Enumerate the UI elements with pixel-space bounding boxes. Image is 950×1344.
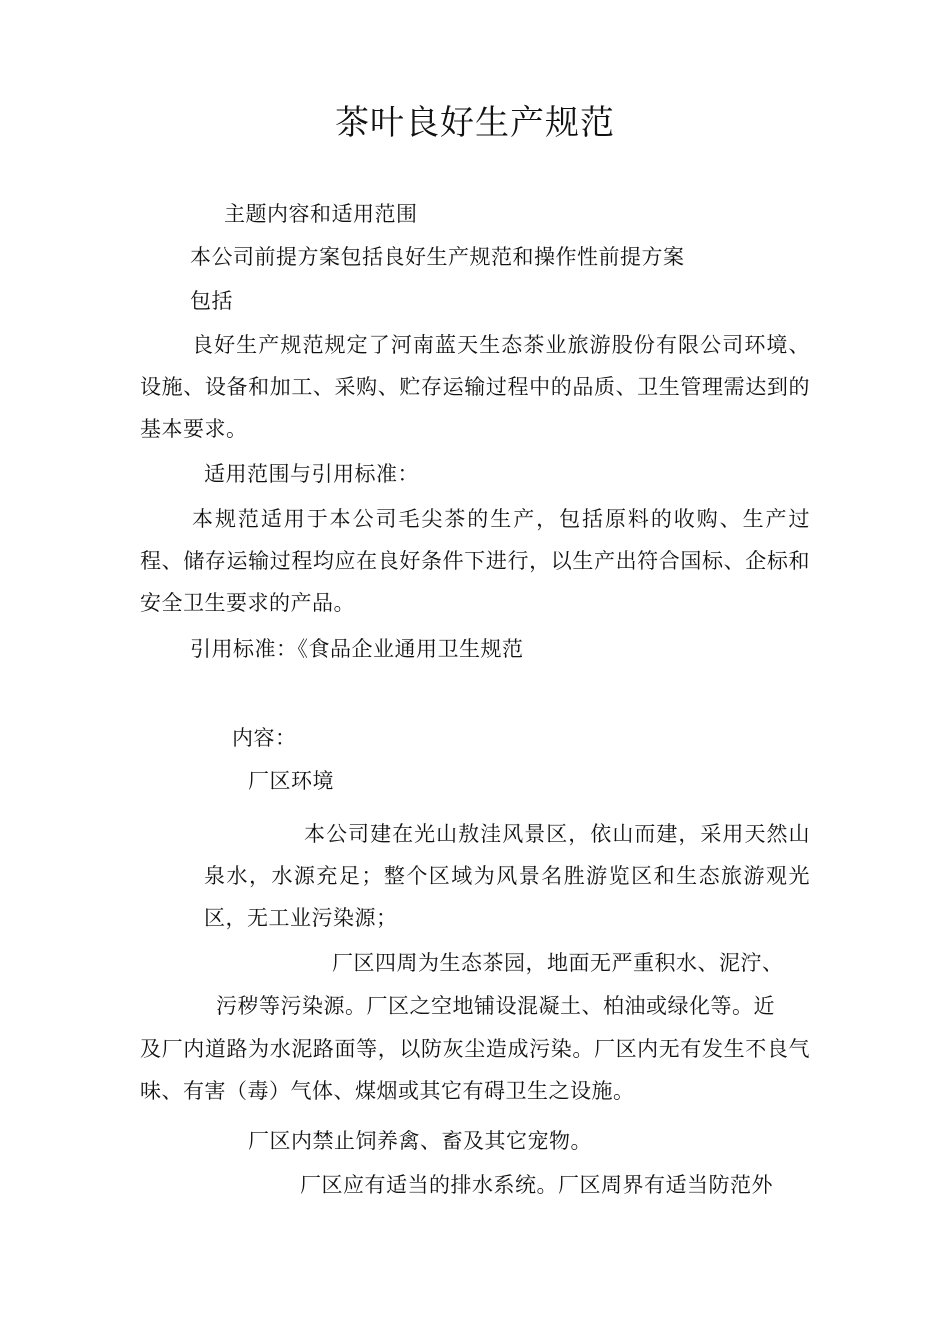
line-drain: 厂区应有适当的排水系统。厂区周界有适当防范外 [300,1173,773,1197]
heading-content: 内容： [232,726,297,750]
line-reference: 引用标准：《食品企业通用卫生规范 [190,637,524,661]
line-include: 包括 [190,289,233,313]
heading-env: 厂区环境 [248,769,334,793]
paragraph-env2-first: 厂区四周为生态茶园，地面无严重积水、泥泞、 [332,951,784,975]
line-pets: 厂区内禁止饲养禽、畜及其它宠物。 [248,1129,592,1153]
document-title: 茶叶良好生产规范 [335,103,615,143]
paragraph-gmp: 良好生产规范规定了河南蓝天生态茶业旅游股份有限公司环境、设施、设备和加工、采购、贮存运输过程中的品质、卫生管理需达到的基本要求。 [140,333,810,441]
paragraph-env2-second: 污秽等污染源。厂区之空地铺设混凝土、柏油或绿化等。近 [216,994,775,1018]
heading-apply: 适用范围与引用标准： [204,462,419,486]
paragraph-env2-rest: 及厂内道路为水泥路面等，以防灰尘造成污染。厂区内无有发生不良气味、有害（毒）气体、煤烟或其它有碍卫生之设施。 [140,1037,810,1103]
paragraph-apply: 本规范适用于本公司毛尖茶的生产，包括原料的收购、生产过程、储存运输过程均应在良好条件下进行，以生产出符合国标、企标和安全卫生要求的产品。 [140,507,810,615]
heading-scope: 主题内容和适用范围 [224,202,418,226]
line-scheme: 本公司前提方案包括良好生产规范和操作性前提方案 [190,245,685,269]
paragraph-env1: 本公司建在光山敖洼风景区，依山而建，采用天然山泉水，水源充足；整个区域为风景名胜游览区和生态旅游观光区，无工业污染源； [204,822,810,930]
